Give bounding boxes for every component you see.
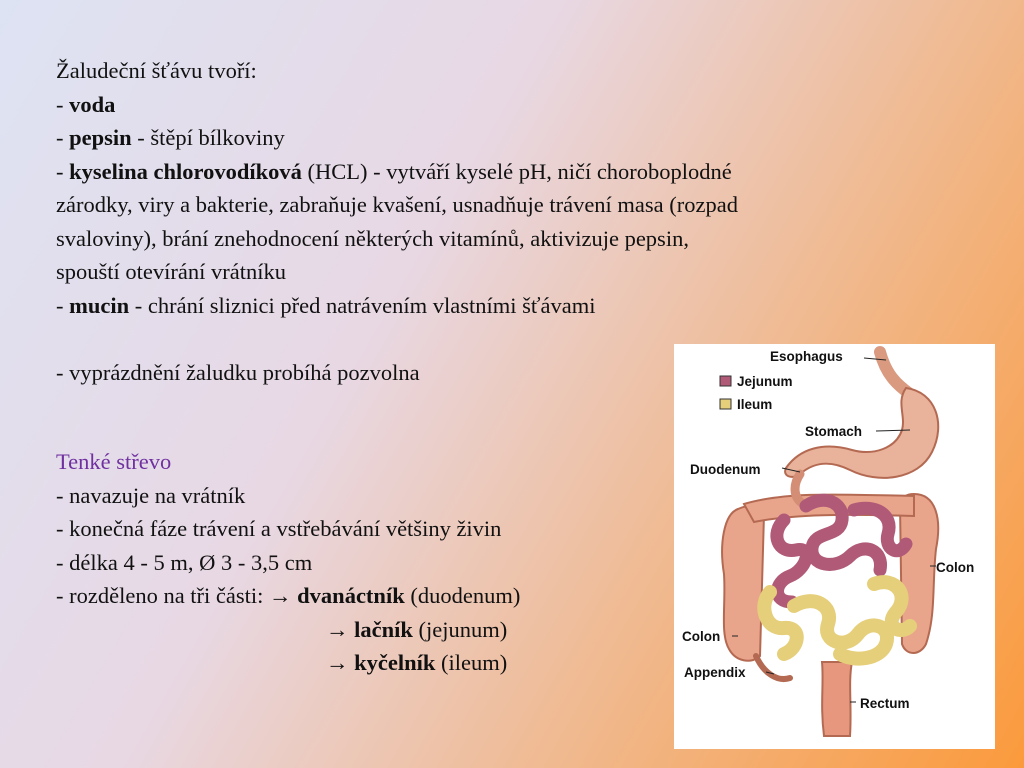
label-ileum: Ileum [737, 397, 773, 412]
ileum-loops [764, 582, 910, 658]
part-ileum: → kyčelník (ileum) [326, 650, 508, 675]
colon-shape [722, 506, 764, 661]
point: - délka 4 - 5 m, Ø 3 - 3,5 cm [56, 549, 313, 575]
list-item-pepsin: - pepsin - štěpí bílkoviny [56, 125, 285, 150]
point: - navazuje na vrátník [56, 482, 246, 508]
point: - konečná fáze trávení a vstřebávání většiny živin [56, 516, 502, 541]
emptying-note: - vyprázdnění žaludku probíhá pozvolna [56, 359, 420, 385]
parts-line: - rozděleno na tři části: → dvanáctník (duodenum) [56, 583, 521, 608]
hcl-continuation: svaloviny), brání znehodnocení některých vitamínů, aktivizuje pepsin, [56, 225, 689, 251]
list-item-hcl: - kyselina chlorovodíková (HCL) - vytváří kyselé pH, ničí choroboplodné [56, 158, 732, 184]
label-colon-left: Colon [682, 629, 721, 644]
intro-title: Žaludeční šťávu tvoří: [56, 58, 257, 83]
label-duodenum: Duodenum [690, 462, 761, 477]
rectum-shape [822, 662, 852, 736]
label-rectum: Rectum [860, 696, 910, 711]
label-colon-right: Colon [936, 560, 975, 575]
section-heading: Tenké střevo [56, 449, 172, 474]
hcl-continuation: zárodky, viry a bakterie, zabraňuje kvašení, usnadňuje trávení masa (rozpad [56, 192, 738, 217]
label-esophagus: Esophagus [770, 349, 843, 364]
duodenum-shape [795, 474, 804, 504]
digestive-tract-illustration [674, 344, 995, 749]
label-stomach: Stomach [805, 424, 863, 439]
label-appendix: Appendix [684, 665, 746, 680]
part-jejunum: → lačník (jejunum) [326, 616, 508, 642]
digestive-tract-figure [674, 344, 995, 749]
list-item-voda: - voda [56, 91, 116, 117]
hcl-continuation: spouští otevírání vrátníku [56, 259, 286, 284]
list-item-mucin: - mucin - chrání sliznici před natrávením vlastními šťávami [56, 292, 596, 318]
ileum-swatch [720, 399, 731, 409]
jejunum-swatch [720, 376, 731, 386]
label-jejunum: Jejunum [737, 374, 793, 389]
